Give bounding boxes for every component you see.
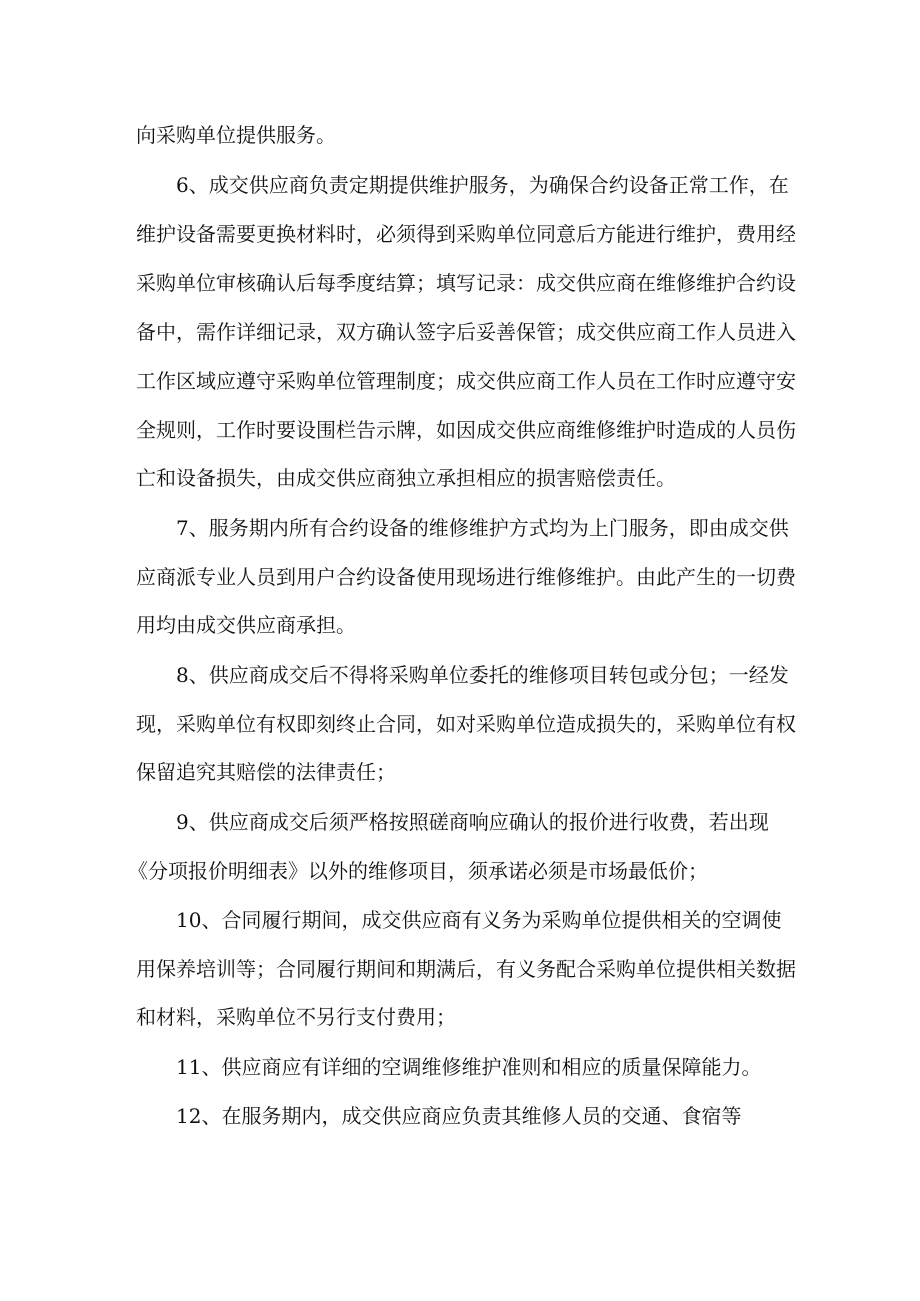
text-line: 亡和设备损失，由成交供应商独立承担相应的损害赔偿责任。 — [136, 466, 676, 490]
text-line: 和材料，采购单位不另行支付费用； — [136, 1005, 456, 1029]
text-line: 采购单位审核确认后每季度结算；填写记录：成交供应商在维修维护合约设 — [136, 271, 796, 295]
text-line: 用保养培训等；合同履行期间和期满后，有义务配合采购单位提供相关数据 — [136, 957, 796, 981]
paragraph-12-line-1: 12、在服务期内，成交供应商应负责其维修人员的交通、食宿等 — [176, 1104, 742, 1128]
text-line: 保留追究其赔偿的法律责任； — [136, 760, 396, 784]
paragraph-11-line-1: 11、供应商应有详细的空调维修维护准则和相应的质量保障能力。 — [176, 1055, 762, 1079]
text-line: 现，采购单位有权即刻终止合同，如对采购单位造成损失的，采购单位有权 — [136, 712, 796, 736]
text-line: 维护设备需要更换材料时，必须得到采购单位同意后方能进行维护，费用经 — [136, 222, 796, 246]
text-line: 向采购单位提供服务。 — [136, 123, 336, 147]
paragraph-8-line-1: 8、供应商成交后不得将采购单位委托的维修项目转包或分包；一经发 — [176, 663, 789, 687]
text-line: 应商派专业人员到用户合约设备使用现场进行维修维护。由此产生的一切费 — [136, 565, 796, 589]
text-line: 备中，需作详细记录，双方确认签字后妥善保管；成交供应商工作人员进入 — [136, 320, 796, 344]
paragraph-6-line-1: 6、成交供应商负责定期提供维护服务，为确保合约设备正常工作，在 — [176, 173, 789, 197]
paragraph-10-line-1: 10、合同履行期间，成交供应商有义务为采购单位提供相关的空调使 — [176, 908, 782, 932]
paragraph-7-line-1: 7、服务期内所有合约设备的维修维护方式均为上门服务，即由成交供 — [176, 516, 789, 540]
text-line: 《分项报价明细表》以外的维修项目，须承诺必须是市场最低价； — [128, 859, 708, 883]
text-line: 全规则，工作时要设围栏告示牌，如因成交供应商维修维护时造成的人员伤 — [136, 418, 796, 442]
text-line: 用均由成交供应商承担。 — [136, 613, 356, 637]
text-line: 工作区域应遵守采购单位管理制度；成交供应商工作人员在工作时应遵守安 — [136, 369, 796, 393]
paragraph-9-line-1: 9、供应商成交后须严格按照磋商响应确认的报价进行收费，若出现 — [176, 810, 769, 834]
